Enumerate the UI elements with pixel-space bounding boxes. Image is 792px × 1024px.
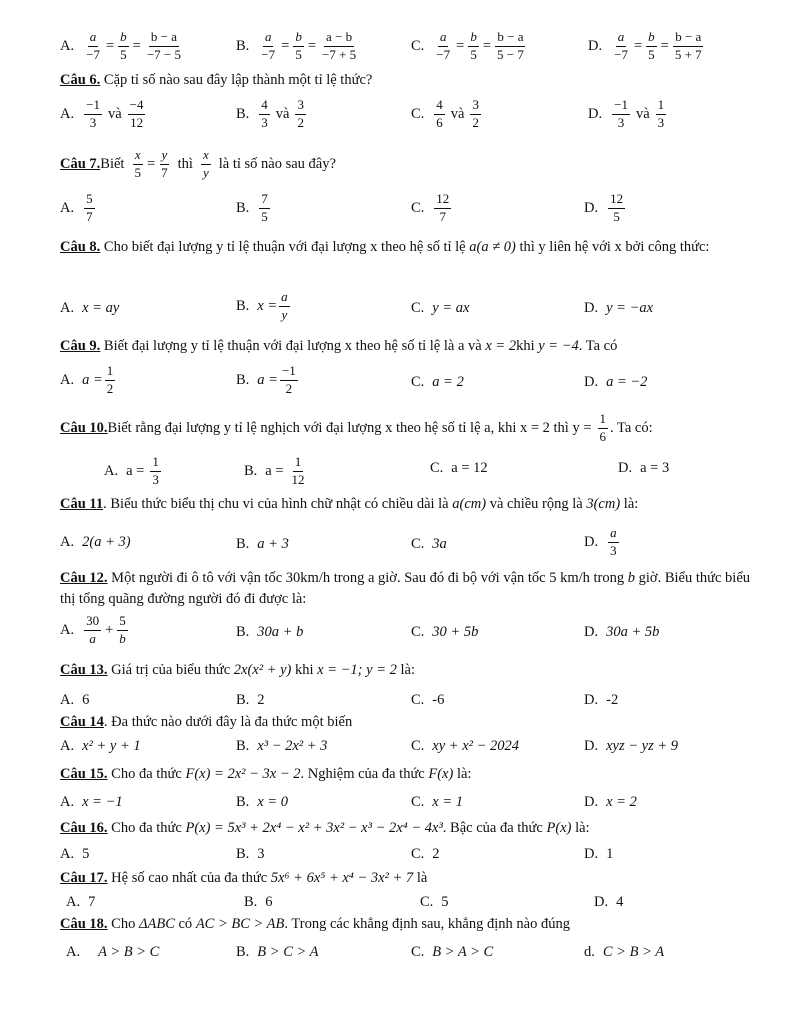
option-d[interactable]: D. $\frac{12}{5}$ — [584, 191, 624, 224]
option-a[interactable]: A. 2(a + 3) — [60, 534, 131, 550]
option-d[interactable]: D. $\frac{a}{-7}$ = $\frac{b}{5}$ = $\frac{b - a}{5 + 7}$ — [588, 29, 702, 62]
option-c[interactable]: C. xy + x² − 2024 — [411, 738, 520, 754]
question-9: Câu 9. Biết đại lượng y tỉ lệ thuận với đại lượng x theo hệ số tỉ lệ là a và x = 2khi y = −4. Ta có — [60, 338, 618, 354]
option-d[interactable]: D. a = −2 — [584, 374, 648, 390]
option-b[interactable]: B. a = $\frac{1}{12}$ — [244, 454, 305, 487]
question-10: Câu 10. Biết rằng đại lượng y tỉ lệ nghịch với đại lượng x theo hệ số tỉ lệ a, khi x = 2 thì y = $\frac{1}{6}$ . Ta có: — [60, 411, 653, 444]
question-16: Câu 16. Cho đa thức P(x) = 5x³ + 2x⁴ − x² + 3x² − x³ − 2x⁴ − 4x³. Bậc của đa thức P(x) là: — [60, 820, 590, 836]
option-c[interactable]: C. $\frac{4}{6}$ và $\frac{3}{2}$ — [411, 97, 479, 130]
option-b[interactable]: B. $\frac{7}{5}$ — [236, 191, 268, 224]
option-d[interactable]: D. $\frac{a}{3}$ — [584, 525, 617, 558]
option-c[interactable]: C. a = 2 — [411, 374, 464, 390]
option-d[interactable]: D. 1 — [584, 846, 614, 862]
option-d[interactable]: D. xyz − yz + 9 — [584, 738, 679, 754]
fraction: $\frac{b}{5}$ — [295, 29, 302, 62]
option-c[interactable]: C. 3a — [411, 536, 447, 552]
option-b[interactable]: B. B > C > A — [236, 944, 319, 960]
option-c[interactable]: C. x = 1 — [411, 794, 464, 810]
option-c[interactable]: C. -6 — [411, 692, 445, 708]
option-b[interactable]: B. a + 3 — [236, 536, 289, 552]
option-a[interactable]: A. 5 — [60, 846, 90, 862]
question-13: Câu 13. Giá trị của biểu thức 2x(x² + y) khi x = −1; y = 2 là: — [60, 662, 415, 678]
fraction: $\frac{a}{-7}$ — [614, 29, 628, 62]
option-b[interactable]: B. x³ − 2x² + 3 — [236, 738, 328, 754]
option-c[interactable]: C. 30 + 5b — [411, 624, 479, 640]
question-11: Câu 11. Biểu thức biểu thị chu vi của hình chữ nhật có chiều dài là a(cm) và chiều rộng là 3(cm) là: — [60, 496, 639, 512]
question-18: Câu 18. Cho ΔABC có AC > BC > AB. Trong các khẳng định sau, khẳng định nào đúng — [60, 916, 570, 932]
option-a[interactable]: A. $\frac{-1}{3}$ và $\frac{-4}{12}$ — [60, 97, 144, 130]
question-17: Câu 17. Hệ số cao nhất của đa thức 5x⁶ + 6x⁵ + x⁴ − 3x² + 7 là — [60, 870, 428, 886]
option-d[interactable]: d. C > B > A — [584, 944, 665, 960]
option-a[interactable]: A. x = −1 — [60, 794, 123, 810]
fraction: $\frac{b}{5}$ — [120, 29, 127, 62]
option-a[interactable]: A. $\frac{a}{-7}$ = $\frac{b}{5}$ = $\frac{b - a}{-7 - 5}$ — [60, 29, 181, 62]
option-a[interactable]: A. $\frac{5}{7}$ — [60, 191, 93, 224]
question-12: Câu 12. Một người đi ô tô với vận tốc 30km/h trong a giờ. Sau đó đi bộ với vận tốc 5 km/h trong b giờ. Biểu thức biểu thị tổng quãng đường người đó đi được là: — [60, 570, 751, 607]
option-a[interactable]: A. a = $\frac{1}{2}$ — [60, 363, 114, 396]
fraction: $\frac{b - a}{-7 - 5}$ — [146, 29, 181, 62]
question-14: Câu 14. Đa thức nào dưới đây là đa thức một biến — [60, 714, 353, 730]
option-b[interactable]: B. 6 — [244, 894, 273, 910]
option-d[interactable]: D. y = −ax — [584, 300, 654, 316]
option-a[interactable]: A. 6 — [60, 692, 90, 708]
question-7: Câu 7. Biết $\frac{x}{5}$ = $\frac{y}{7}$ thì $\frac{x}{y}$ là tỉ số nào sau đây? — [60, 147, 336, 180]
option-d[interactable]: D. 30a + 5b — [584, 624, 660, 640]
question-6: Câu 6. Cặp tỉ số nào sau đây lập thành một tỉ lệ thức? — [60, 72, 373, 88]
option-b[interactable]: B. x = $\frac{a}{y}$ — [236, 289, 288, 322]
option-b[interactable]: B. 3 — [236, 846, 265, 862]
fraction: $\frac{b}{5}$ — [470, 29, 477, 62]
option-d[interactable]: D. -2 — [584, 692, 619, 708]
option-b[interactable]: B. 2 — [236, 692, 265, 708]
option-c[interactable]: C. y = ax — [411, 300, 470, 316]
option-a[interactable]: A. 7 — [66, 894, 96, 910]
option-c[interactable]: C. $\frac{a}{-7}$ = $\frac{b}{5}$ = $\frac{b - a}{5 - 7}$ — [411, 29, 524, 62]
option-a[interactable]: A. A > B > C — [66, 944, 160, 960]
option-c[interactable]: C. B > A > C — [411, 944, 494, 960]
option-c[interactable]: C. 2 — [411, 846, 440, 862]
option-a[interactable]: A. x² + y + 1 — [60, 738, 141, 754]
option-b[interactable]: B. 30a + b — [236, 624, 304, 640]
fraction: $\frac{a}{-7}$ — [436, 29, 451, 62]
option-d[interactable]: D. a = 3 — [618, 460, 670, 476]
fraction: $\frac{a}{-7}$ — [86, 29, 100, 62]
option-b[interactable]: B. a = $\frac{-1}{2}$ — [236, 363, 296, 396]
option-b[interactable]: B. x = 0 — [236, 794, 289, 810]
question-8: Câu 8. Cho biết đại lượng y tỉ lệ thuận với đại lượng x theo hệ số tỉ lệ a(a ≠ 0) thì y liên hệ với x bởi công thức: — [60, 239, 710, 255]
option-a[interactable]: A. $\frac{30}{a}$ + $\frac{5}{b}$ — [60, 613, 126, 646]
option-c[interactable]: C. a = 12 — [430, 460, 488, 476]
fraction: $\frac{b - a}{5 - 7}$ — [497, 29, 524, 62]
option-b[interactable]: B. $\frac{4}{3}$ và $\frac{3}{2}$ — [236, 97, 304, 130]
option-a[interactable]: A. a = $\frac{1}{3}$ — [104, 454, 159, 487]
option-d[interactable]: D. x = 2 — [584, 794, 637, 810]
option-c[interactable]: C. $\frac{12}{7}$ — [411, 191, 450, 224]
option-a[interactable]: A. x = ay — [60, 300, 120, 316]
option-b[interactable]: B. $\frac{a}{-7}$ = $\frac{b}{5}$ = $\frac{a - b}{-7 + 5}$ — [236, 29, 357, 62]
option-d[interactable]: D. 4 — [594, 894, 624, 910]
question-15: Câu 15. Cho đa thức F(x) = 2x² − 3x − 2. Nghiệm của đa thức F(x) là: — [60, 766, 472, 782]
option-d[interactable]: D. $\frac{-1}{3}$ và $\frac{1}{3}$ — [588, 97, 665, 130]
fraction: $\frac{b}{5}$ — [648, 29, 655, 62]
fraction: $\frac{a - b}{-7 + 5}$ — [322, 29, 357, 62]
fraction: $\frac{b - a}{5 + 7}$ — [674, 29, 702, 62]
fraction: $\frac{a}{-7}$ — [261, 29, 276, 62]
option-c[interactable]: C. 5 — [420, 894, 449, 910]
